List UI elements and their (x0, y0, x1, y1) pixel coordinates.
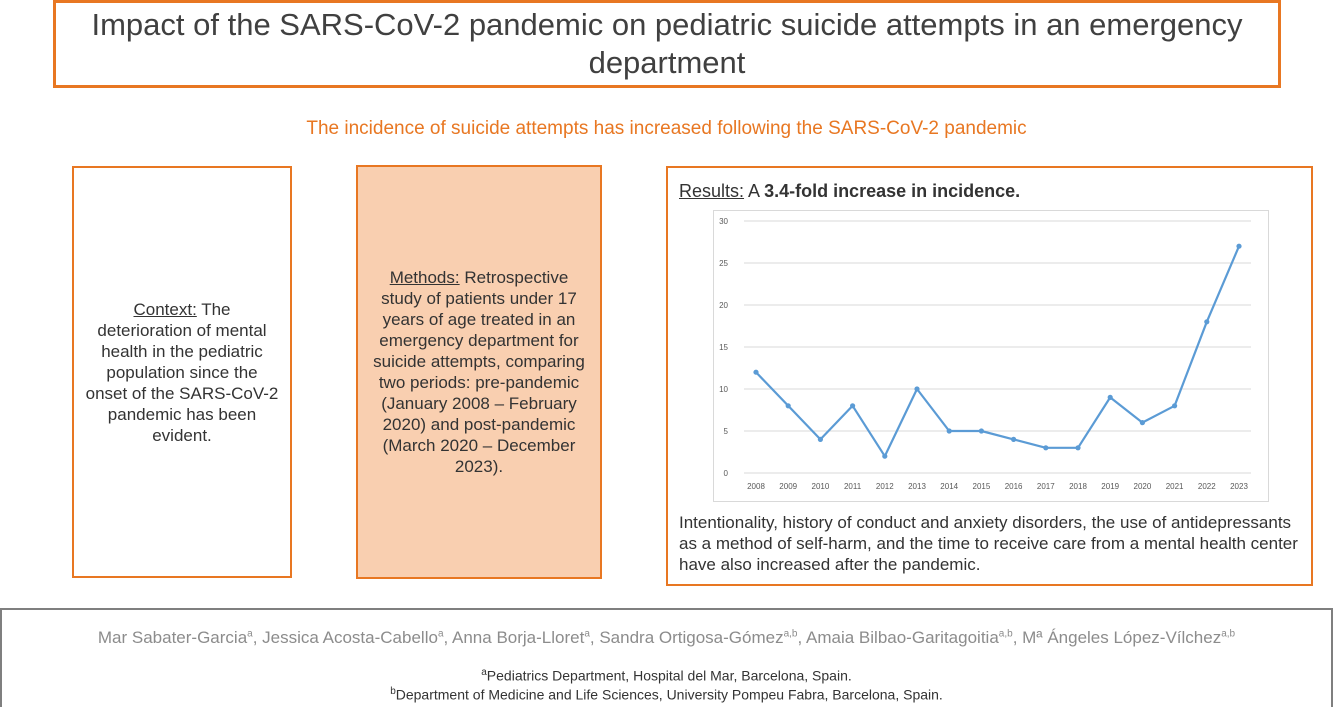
methods-label: Methods: (389, 268, 460, 287)
affiliation-a (2, 667, 1331, 684)
data-point (850, 403, 855, 408)
methods-panel (356, 165, 602, 579)
author-affiliation-marker: a (437, 628, 444, 640)
x-tick-label: 2018 (1069, 482, 1087, 491)
x-tick-label: 2015 (972, 482, 991, 491)
author-name: Mar Sabater-Garcia (97, 628, 248, 647)
affiliation-a-marker: a (481, 667, 487, 678)
author-separator: , (443, 628, 453, 647)
incidence-chart (713, 210, 1269, 502)
author-list (2, 628, 1331, 648)
author-affiliation-marker: a,b (1221, 628, 1236, 640)
results-footer: Intentionality, history of conduct and anxiety disorders, the use of antidepressants as a method of self-harm, and the time to receive care from a mental health center have also increased after the pandemic. (679, 513, 1298, 574)
author-name: Anna Borja-Lloret (452, 628, 585, 647)
author-separator: , (1012, 628, 1023, 647)
x-tick-label: 2009 (779, 482, 798, 491)
author-separator: , (252, 628, 263, 647)
affiliation-b (2, 686, 1331, 703)
data-point (979, 428, 984, 433)
results-highlight: 3.4-fold increase in incidence. (764, 181, 1021, 201)
x-tick-label: 2021 (1165, 482, 1184, 491)
x-tick-label: 2022 (1197, 482, 1216, 491)
author-name: Jessica Acosta-Cabello (262, 628, 438, 647)
x-tick-label: 2012 (875, 482, 894, 491)
author-affiliation-marker: a,b (783, 628, 798, 640)
y-tick-label: 30 (719, 217, 728, 226)
data-point (1011, 437, 1016, 442)
y-tick-label: 20 (719, 301, 728, 310)
data-point (753, 370, 758, 375)
y-tick-label: 10 (719, 385, 728, 394)
data-point (1204, 319, 1209, 324)
methods-body: Retrospective study of patients under 17 years of age treated in an emergency department for suicide attempts, comparing two periods: pre-pandemic (January 2008 – February 2020) and post-pandemic (March 2020 – December 2023). (373, 268, 585, 476)
author-name: Mª Ángeles López-Vílchez (1022, 628, 1222, 647)
results-label: Results: (679, 181, 745, 201)
data-point (1172, 403, 1177, 408)
y-tick-label: 0 (723, 469, 728, 478)
author-separator: , (797, 628, 807, 647)
data-point (818, 437, 823, 442)
x-tick-label: 2011 (843, 482, 862, 491)
x-tick-label: 2014 (940, 482, 959, 491)
y-tick-label: 25 (719, 259, 728, 268)
data-point (786, 403, 791, 408)
x-tick-label: 2017 (1036, 482, 1055, 491)
author-affiliation-marker: a,b (998, 628, 1013, 640)
x-tick-label: 2010 (811, 482, 830, 491)
line-chart-svg (714, 211, 1268, 501)
data-point (1140, 420, 1145, 425)
data-point (1108, 395, 1113, 400)
context-text (84, 299, 280, 446)
series-line (756, 246, 1239, 456)
x-tick-label: 2019 (1101, 482, 1120, 491)
author-name: Amaia Bilbao-Garitagoitia (806, 628, 999, 647)
x-tick-label: 2008 (747, 482, 765, 491)
affiliation-a-text: Pediatrics Department, Hospital del Mar, Barcelona, Spain. (486, 667, 852, 684)
title-box (53, 0, 1281, 88)
context-body: The deterioration of mental health in the pediatric population since the onset of the SARS-CoV-2 pandemic has been evident. (85, 299, 279, 445)
data-point (947, 428, 952, 433)
x-tick-label: 2023 (1230, 482, 1248, 491)
data-point (882, 454, 887, 459)
results-prefix: A (744, 181, 765, 201)
x-tick-label: 2020 (1133, 482, 1152, 491)
authors-panel (0, 608, 1333, 707)
context-label: Context: (133, 299, 197, 319)
poster-title: Impact of the SARS-CoV-2 pandemic on pediatric suicide attempts in an emergency department (91, 7, 1243, 80)
methods-text (370, 267, 588, 477)
context-panel (72, 166, 292, 578)
author-affiliation-marker: a (584, 628, 590, 640)
affiliation-b-text: Department of Medicine and Life Sciences, University Pompeu Fabra, Barcelona, Spain. (395, 686, 943, 703)
y-tick-label: 15 (719, 343, 728, 352)
data-point (914, 386, 919, 391)
author-affiliation-marker: a (247, 628, 253, 640)
x-tick-label: 2013 (908, 482, 926, 491)
data-point (1075, 445, 1080, 450)
results-panel (666, 166, 1313, 586)
y-tick-label: 5 (723, 427, 728, 436)
x-tick-label: 2016 (1004, 482, 1023, 491)
author-separator: , (589, 628, 600, 647)
results-heading (679, 181, 1020, 202)
author-name: Sandra Ortigosa-Gómez (599, 628, 784, 647)
key-message: The incidence of suicide attempts has increased following the SARS-CoV-2 pandemic (306, 118, 1027, 139)
data-point (1236, 244, 1241, 249)
data-point (1043, 445, 1048, 450)
affiliation-b-marker: b (390, 686, 396, 697)
